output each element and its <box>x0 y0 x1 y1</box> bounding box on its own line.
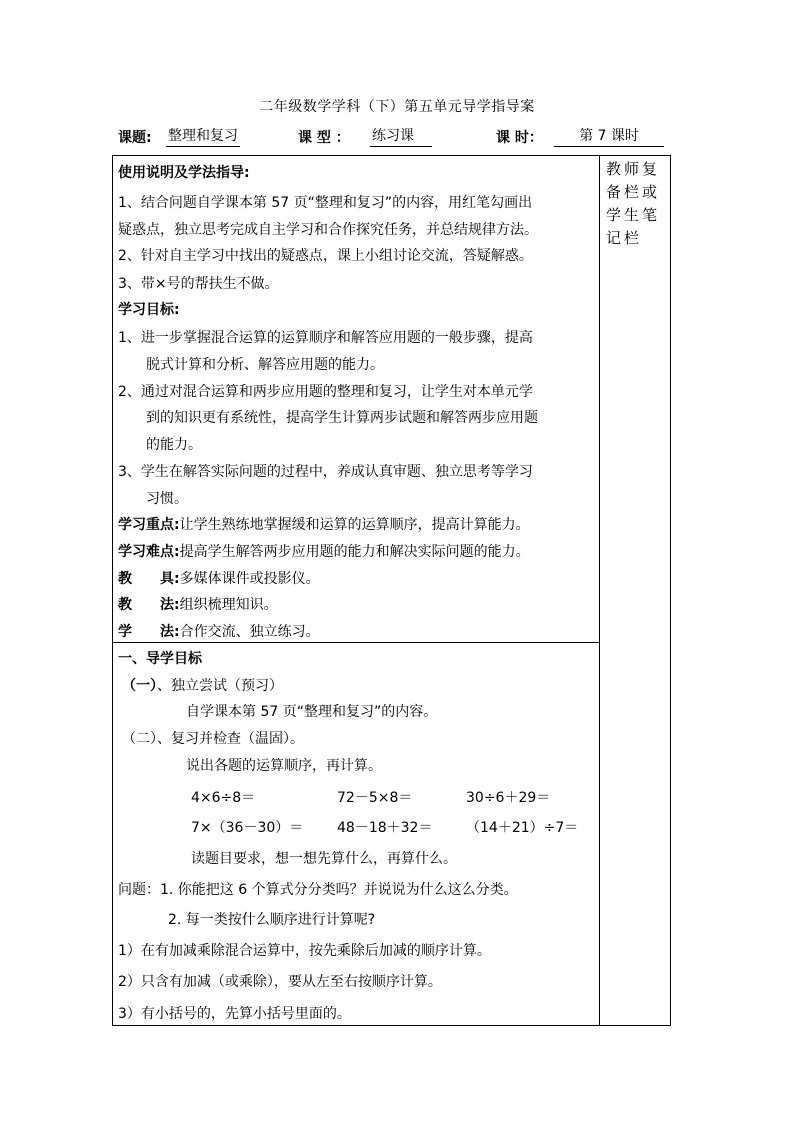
question-1: 1. 你能把这 6 个算式分分类吗？并说说为什么这么分类。 <box>160 882 518 898</box>
objective-line: 脱式计算和分析、解答应用题的能力。 <box>146 357 384 373</box>
questions-label: 问题： <box>118 882 160 898</box>
type-label: 课 型 ： <box>298 130 350 146</box>
objective-line: 3、学生在解答实际问题的过程中，养成认真审题、独立思考等学习 <box>118 464 533 480</box>
part2-body: 说出各题的运算顺序，再计算。 <box>186 758 382 774</box>
expression-item: 48－18＋32＝ <box>337 820 433 836</box>
objective-line: 的能力。 <box>146 437 202 453</box>
lesson-meta-row <box>118 127 678 149</box>
note-column-label: 教师复备栏或学生笔记栏 <box>606 160 661 247</box>
part1-body: 自学课本第 57 页“整理和复习”的内容。 <box>186 704 438 720</box>
objective-line: 1、进一步掌握混合运算的运算顺序和解答应用题的一般步骤，提高 <box>118 330 533 346</box>
difficulty-text: 提高学生解答两步应用题的能力和解决实际问题的能力。 <box>179 544 530 560</box>
tools-row <box>118 568 320 588</box>
rule-line: 3）有小括号的，先算小括号里面的。 <box>118 1006 351 1022</box>
instruction-line: 1、结合问题自学课本第 57 页“整理和复习”的内容，用红笔勾画出 <box>118 195 533 211</box>
tools-label: 教 具: <box>118 571 180 587</box>
key-point-text: 让学生熟练地掌握缓和运算的运算顺序，提高计算能力。 <box>179 517 530 533</box>
section-divider <box>112 642 600 643</box>
objective-line: 2、通过对混合运算和两步应用题的整理和复习，让学生对本单元学 <box>118 384 533 400</box>
difficulty-row <box>118 541 530 561</box>
teach-method-label: 教 法: <box>118 597 180 613</box>
expression-item: （14＋21）÷7＝ <box>466 820 579 836</box>
difficulty-label: 学习难点: <box>118 544 180 560</box>
teach-method-row <box>118 594 278 614</box>
teach-method-text: 组织梳理知识。 <box>179 597 278 613</box>
learn-method-row <box>118 621 320 641</box>
type-value: 练习课 <box>370 127 432 147</box>
hours-label: 课 时： <box>496 130 543 146</box>
rule-line: 2）只含有加减（或乘除），要从左至右按顺序计算。 <box>118 974 442 990</box>
key-point-row <box>118 514 530 534</box>
learn-method-text: 合作交流、独立练习。 <box>179 624 320 640</box>
hours-value: 第 7 课时 <box>554 127 664 147</box>
note-column-cell <box>599 155 671 1026</box>
expression-item: 30÷6＋29＝ <box>466 790 551 806</box>
objective-line: 习惯。 <box>146 491 188 507</box>
instructions-heading: 使用说明及学法指导: <box>118 165 250 181</box>
question-2: 2. 每一类按什么顺序进行计算呢? <box>168 912 376 928</box>
reading-tip: 读题目要求，想一想先算什么，再算什么。 <box>191 851 457 867</box>
expression-item: 4×6÷8＝ <box>191 790 256 806</box>
section1-heading: 一、导学目标 <box>118 651 202 667</box>
topic-label: 课题: <box>118 130 152 146</box>
instruction-line: 疑惑点，独立思考完成自主学习和合作探究任务，并总结规律方法。 <box>118 222 538 238</box>
instruction-line: 2、针对自主学习中找出的疑惑点，课上小组讨论交流，答疑解惑。 <box>118 248 533 264</box>
question-row <box>118 879 518 899</box>
learn-method-label: 学 法: <box>118 624 180 640</box>
instruction-line: 3、带×号的帮扶生不做。 <box>118 276 279 292</box>
rule-line: 1）在有加减乘除混合运算中，按先乘除后加减的顺序计算。 <box>118 943 491 959</box>
part1-title: 、独立尝试（预习） <box>157 678 283 694</box>
expression-item: 72－5×8＝ <box>337 790 413 806</box>
page-title: 二年级数学学科（下）第五单元导学指导案 <box>259 99 535 115</box>
part2-title: （二）、复习并检查（温固）。 <box>122 731 304 747</box>
part1-row <box>122 675 283 695</box>
key-point-label: 学习重点: <box>118 517 180 533</box>
objectives-heading: 学习目标: <box>118 302 180 318</box>
tools-text: 多媒体课件或投影仪。 <box>179 571 320 587</box>
part1-label: （一） <box>122 678 157 694</box>
expression-item: 7×（36－30）＝ <box>191 820 304 836</box>
topic-value: 整理和复习 <box>166 127 240 147</box>
objective-line: 到的知识更有系统性，提高学生计算两步试题和解答两步应用题 <box>146 410 538 426</box>
